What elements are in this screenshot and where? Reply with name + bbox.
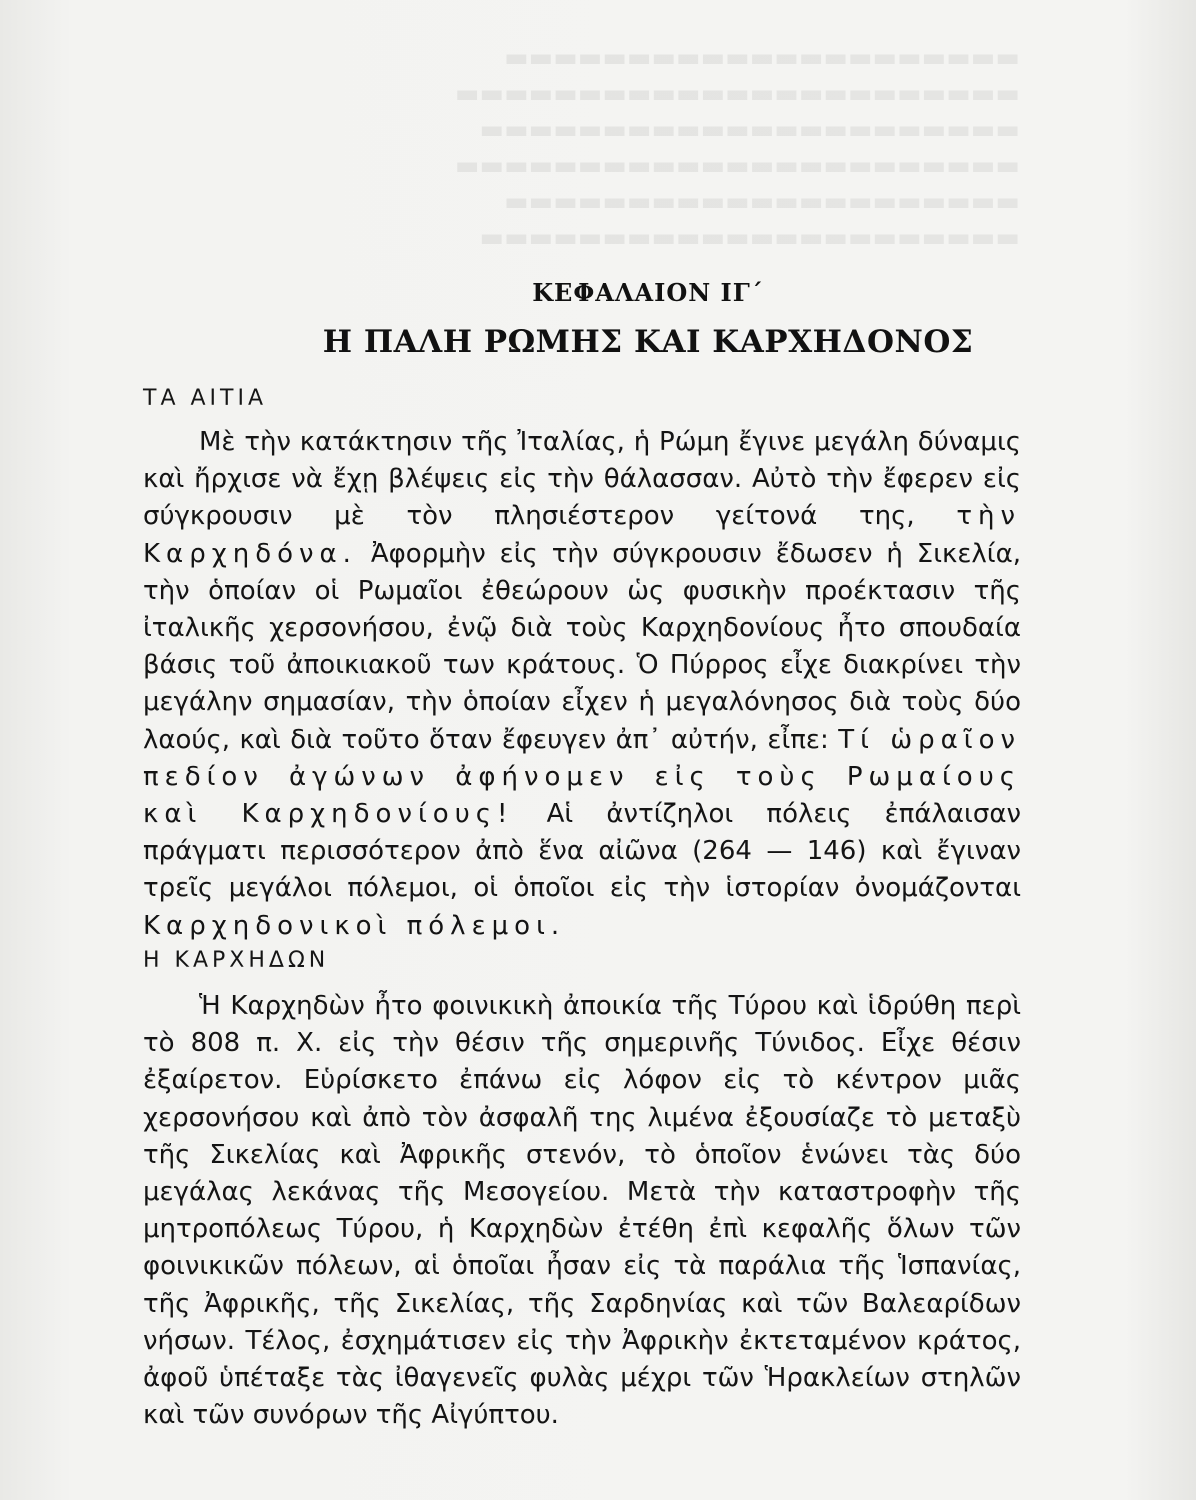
emphasis-punic-wars: Καρχηδονικοὶ πόλεμοι. — [143, 910, 566, 941]
paragraph-carthage — [143, 988, 1021, 1434]
chapter-title: Η ΠΑΛΗ ΡΩΜΗΣ ΚΑΙ ΚΑΡΧΗΔΟΝΟΣ — [322, 324, 974, 360]
emphasis-carthage: τὴν Καρχηδόνα. — [143, 501, 1021, 569]
section-heading-carthage: Η ΚΑΡΧΗΔΩΝ — [143, 948, 330, 973]
paragraph-text: Αἱ ἀντίζηλοι πόλεις ἐπάλαισαν πράγματι περισσότερον ἀπὸ ἕνα αἰῶνα (264 — 146) καὶ ἔγιναν τρεῖς μεγάλοι πόλεμοι, οἱ ὁποῖοι εἰς τὴν ἱστορίαν ὀνομάζονται — [143, 799, 1021, 904]
section-heading-causes: ΤΑ ΑΙΤΙΑ — [143, 386, 267, 411]
chapter-label: ΚΕΦΑΛΑΙΟΝ ΙΓ΄ — [532, 278, 764, 307]
paragraph-text: Μὲ τὴν κατάκτησιν τῆς Ἰταλίας, ἡ Ρώμη ἔγινε μεγάλη δύναμις καὶ ἤρχισε νὰ ἔχῃ βλέψεις εἰς τὴν θάλασσαν. Αὐτὸ τὴν ἔφερεν εἰς σύγκρουσιν μὲ τὸν πλησιέστερον γείτονά της, — [143, 427, 1021, 532]
bleed-through-texture: ▬▬▬▬▬▬▬▬▬▬▬▬▬▬▬▬▬▬▬▬▬ ▬▬▬▬▬▬▬▬▬▬▬▬▬▬▬▬▬▬▬▬▬▬▬ ▬▬▬▬▬▬▬▬▬▬▬▬▬▬▬▬▬▬▬▬▬▬ ▬▬▬▬▬▬▬▬▬▬▬▬▬▬▬▬▬▬▬▬▬▬▬ ▬▬▬▬▬▬▬▬▬▬▬▬▬▬▬▬▬▬▬▬▬ ▬▬▬▬▬▬▬▬▬▬▬▬▬▬▬▬▬▬▬▬▬▬ — [454, 43, 1020, 253]
paragraph-causes — [143, 424, 1021, 945]
emphasis-pyrrhus-quote: Τί ὡραῖον πεδίον ἀγώνων ἀφήνομεν εἰς τοὺς Ρωμαίους καὶ Καρχηδονίους! — [143, 724, 1021, 830]
paragraph-text: Ἡ Καρχηδὼν ἦτο φοινικικὴ ἀποικία τῆς Τύρου καὶ ἱδρύθη περὶ τὸ 808 π. Χ. εἰς τὴν θέσιν τῆς σημερινῆς Τύνιδος. Εἶχε θέσιν ἐξαίρετον. Εὑρίσκετο ἐπάνω εἰς λόφον εἰς τὸ κέντρον μιᾶς χερσονήσου καὶ ἀπὸ τὸν ἀσφαλῆ της λιμένα ἐξουσίαζε τὸ μεταξὺ τῆς Σικελίας καὶ Ἀφρικῆς στενόν, τὸ ὁποῖον ἑνώνει τὰς δύο μεγάλας λεκάνας τῆς Μεσογείου. Μετὰ τὴν καταστροφὴν τῆς μητροπόλεως Τύρου, ἡ Καρχηδὼν ἐτέθη ἐπὶ κεφαλῆς ὅλων τῶν φοινικικῶν πόλεων, αἱ ὁποῖαι ἦσαν εἰς τὰ παράλια τῆς Ἱσπανίας, τῆς Ἀφρικῆς, τῆς Σικελίας, τῆς Σαρδηνίας καὶ τῶν Βαλεαρίδων νήσων. Τέλος, ἐσχημάτισεν εἰς τὴν Ἀφρικὴν ἐκτεταμένον κράτος, ἀφοῦ ὑπέταξε τὰς ἰθαγενεῖς φυλὰς μέχρι τῶν Ἡρακλείων στηλῶν καὶ τῶν συνόρων τῆς Αἰγύπτου. — [143, 991, 1021, 1431]
paragraph-text: Ἀφορμὴν εἰς τὴν σύγκρουσιν ἔδωσεν ἡ Σικελία, τὴν ὁποίαν οἱ Ρωμαῖοι ἐθεώρουν ὡς φυσικὴν προέκτασιν τῆς ἰταλικῆς χερσονήσου, ἐνῷ διὰ τοὺς Καρχηδονίους ἦτο σπουδαία βάσις τοῦ ἀποικιακοῦ των κράτους. Ὁ Πύρρος εἶχε διακρίνει τὴν μεγάλην σημασίαν, τὴν ὁποίαν εἶχεν ἡ μεγαλόνησος διὰ τοὺς δύο λαούς, καὶ διὰ τοῦτο ὅταν ἔφευγεν ἀπ᾽ αὐτήν, εἶπε: — [143, 538, 1021, 755]
